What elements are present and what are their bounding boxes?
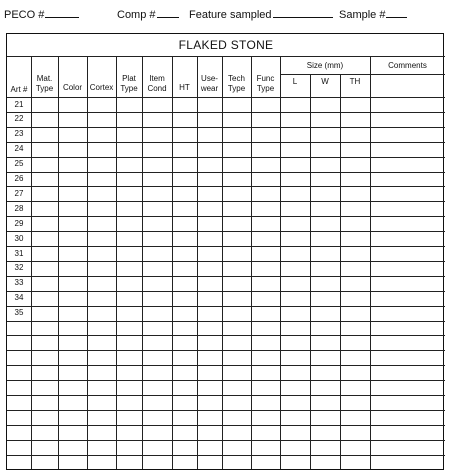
row-divider [7, 127, 445, 128]
row-divider [7, 335, 445, 336]
row-divider [7, 112, 445, 113]
size-group-header: Size (mm) [306, 61, 344, 70]
row-divider [7, 246, 445, 247]
row-divider [7, 216, 445, 217]
row-divider [7, 365, 445, 366]
item-condition-header: Item Cond [147, 74, 167, 93]
size-group-divider [280, 74, 445, 75]
row-divider [7, 201, 445, 202]
column-divider [142, 56, 143, 469]
column-divider [222, 56, 223, 469]
row-number: 22 [14, 114, 24, 124]
row-number: 34 [14, 293, 24, 303]
feature-label: Feature sampled [189, 9, 272, 21]
row-divider [7, 306, 445, 307]
column-divider [172, 56, 173, 469]
color-header: Color [62, 83, 83, 92]
material-type-header: Mat. Type [35, 74, 54, 93]
table-title: FLAKED STONE [178, 38, 274, 52]
row-divider [7, 261, 445, 262]
column-divider [58, 56, 59, 469]
feature-field[interactable] [189, 6, 333, 21]
row-number: 24 [14, 144, 24, 154]
flaked-stone-table [6, 33, 444, 470]
row-divider [7, 395, 445, 396]
comp-field[interactable] [117, 6, 179, 21]
sample-blank[interactable] [386, 6, 407, 18]
peco-label: PECO # [4, 9, 45, 21]
header-divider [7, 97, 445, 98]
row-divider [7, 276, 445, 277]
column-divider [116, 56, 117, 469]
row-number: 26 [14, 174, 24, 183]
row-number: 30 [14, 233, 24, 243]
thickness-header: TH [349, 77, 361, 86]
row-divider [7, 410, 445, 411]
comp-blank[interactable] [157, 6, 179, 18]
column-divider [370, 56, 371, 469]
row-number: 33 [14, 278, 24, 288]
row-divider [7, 291, 445, 292]
row-divider [7, 455, 445, 456]
peco-field[interactable] [4, 6, 79, 21]
heat-treatment-header: HT [179, 83, 190, 92]
title-divider [7, 56, 445, 57]
row-divider [7, 186, 445, 187]
comments-group-header: Comments [388, 61, 427, 70]
row-number: 35 [14, 308, 24, 318]
feature-blank[interactable] [273, 6, 333, 18]
peco-blank[interactable] [45, 6, 79, 18]
column-divider [87, 56, 88, 469]
row-divider [7, 425, 445, 426]
row-number: 31 [14, 248, 24, 258]
row-divider [7, 231, 445, 232]
column-divider [31, 56, 32, 469]
row-divider [7, 440, 445, 441]
row-divider [7, 321, 445, 322]
cortex-header: Cortex [89, 83, 114, 92]
column-divider [280, 56, 281, 469]
form-header [0, 0, 450, 26]
function-type-header: Func Type [256, 74, 275, 93]
row-number: 25 [14, 159, 24, 169]
row-number: 23 [14, 129, 24, 139]
usewear-header: Use- wear [200, 74, 219, 93]
length-header: L [292, 77, 298, 86]
row-number: 32 [14, 263, 24, 273]
sample-field[interactable] [339, 6, 407, 21]
sample-label: Sample # [339, 9, 386, 21]
row-divider [7, 142, 445, 143]
column-divider [197, 56, 198, 469]
row-number: 21 [14, 99, 24, 109]
column-divider [251, 56, 252, 469]
art-number-header: Art # [10, 85, 28, 94]
row-divider [7, 380, 445, 381]
row-number: 27 [14, 188, 24, 198]
tech-type-header: Tech Type [227, 74, 246, 93]
comp-label: Comp # [117, 9, 156, 21]
platform-type-header: Plat Type [120, 74, 138, 93]
row-divider [7, 157, 445, 158]
row-divider [7, 350, 445, 351]
row-divider [7, 172, 445, 173]
row-number: 29 [14, 218, 24, 228]
width-header: W [321, 77, 329, 86]
row-number: 28 [14, 203, 24, 213]
